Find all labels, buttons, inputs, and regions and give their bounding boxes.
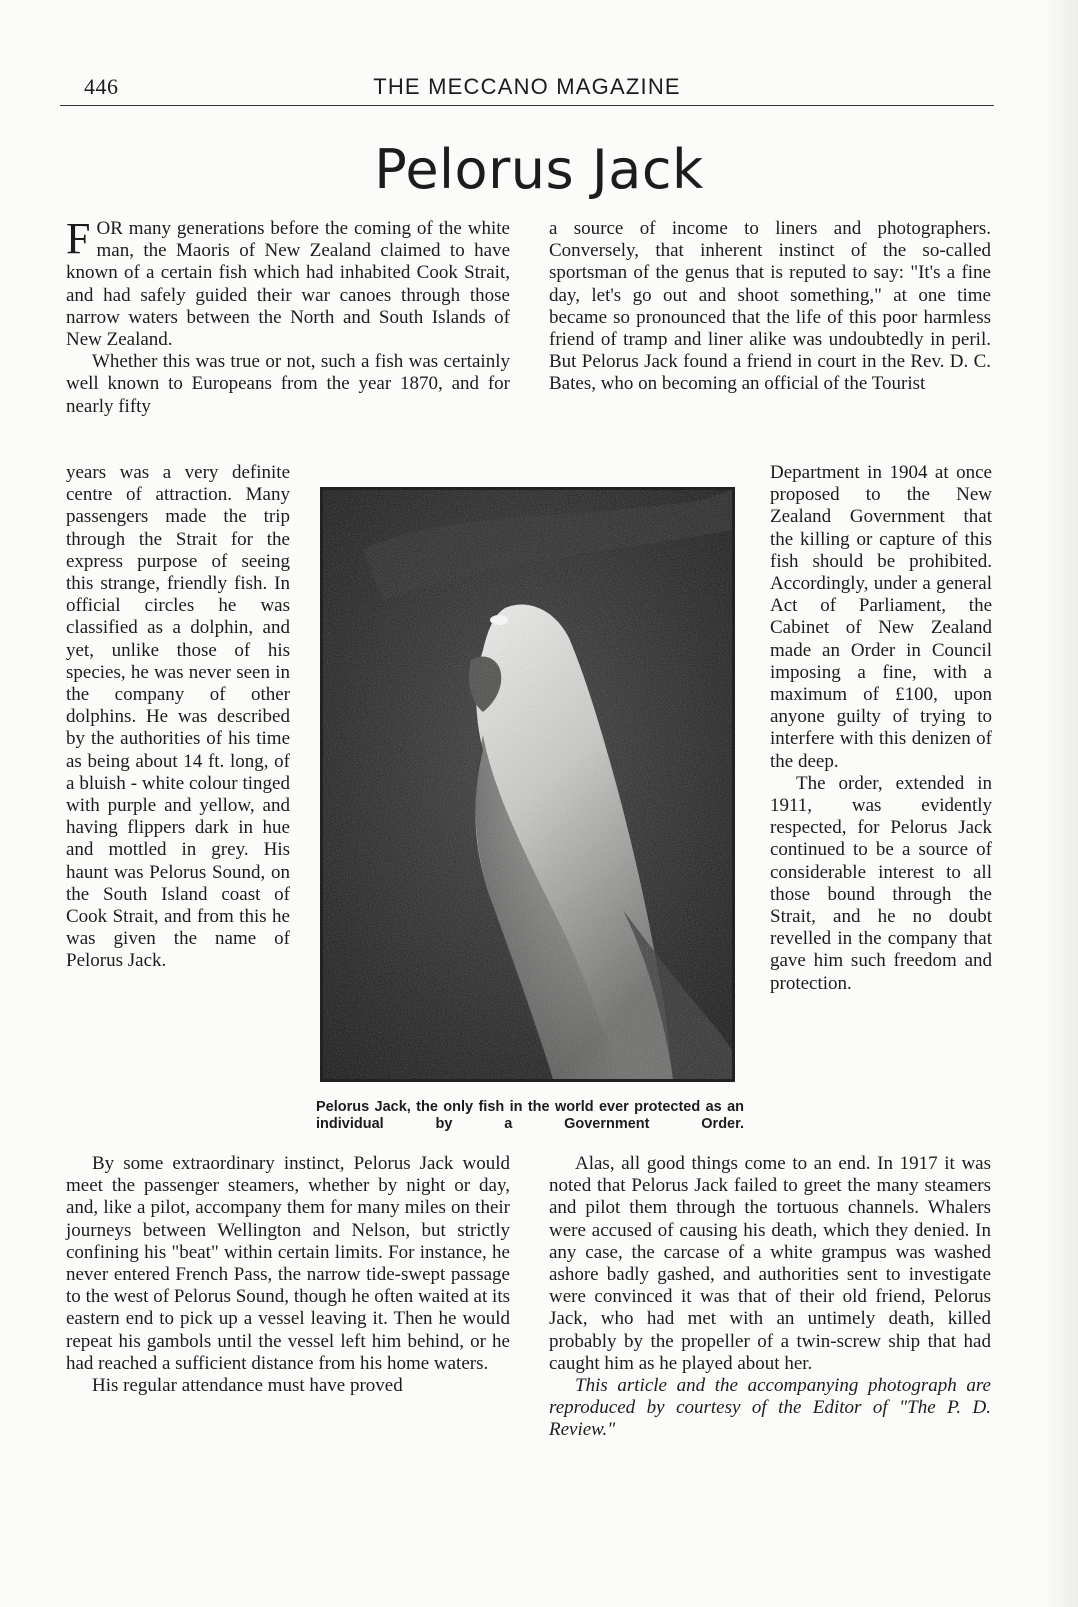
article-title: Pelorus Jack xyxy=(374,138,704,201)
paragraph-2-continued: years was a very definite centre of attraction. Many passengers made the trip through the Strait for the express purpose of seeing this strange, friendly fish. In official circles he was classified as a dolphin, and yet, unlike those of his species, he was never seen in the company of other dolphins. He was described by the authorities of his time as being about 14 ft. long, of a bluish - white colour tinged with purple and yellow, and having flippers dark in hue and mottled in grey. His haunt was Pelorus Sound, on the South Island coast of Cook Strait, and from this he was given the name of Pelorus Jack. xyxy=(66,462,290,972)
page-header xyxy=(60,74,994,106)
pelorus-jack-photo xyxy=(320,487,735,1082)
paragraph-6: The order, extended in 1911, was evidently respected, for Pelorus Jack continued to be a source of considerable interest to all those bound through the Strait, and he no doubt revelled in the company that gave him such freedom and protection. xyxy=(770,772,992,994)
paragraph-2-start: Whether this was true or not, such a fish was certainly well known to Europeans from the year 1870, and for nearly fifty xyxy=(66,351,510,417)
photo-credit: This article and the accompanying photograph are reproduced by courtesy of the Editor of "The P. D. Review." xyxy=(549,1375,991,1441)
paragraph-1 xyxy=(66,214,510,351)
paragraph-7: Alas, all good things come to an end. In 1917 it was noted that Pelorus Jack failed to greet the many steamers and pilot them through the tortuous channels. Whalers were accused of causing his death, which they denied. In any case, the carcase of a white grampus was washed ashore badly gashed, and authorities sent to investigate were convinced it was that of their old friend, Pelorus Jack, who had met with an untimely death, killed probably by the propeller of a twin-screw ship that had caught him as he played about her. xyxy=(549,1153,991,1374)
paragraph-3: By some extraordinary instinct, Pelorus Jack would meet the passenger steamers, whether by night or day, and, like a pilot, accompany them for many miles on their journeys between Wellington and Nelson, but strictly confining his "beat" within certain limits. For instance, he never entered French Pass, the narrow tide-swept passage to the west of Pelorus Sound, though he often waited at its eastern end to pick up a vessel leaving it. Then he would repeat his gambols until the vessel left him behind, or he had reached a sufficient distance from his home waters. xyxy=(66,1153,510,1374)
page-edge-shadow xyxy=(1044,0,1078,1607)
page-number: 446 xyxy=(84,74,119,99)
paragraph-1-text: OR many generations before the coming of the white man, the Maoris of New Zealand claimed to have known of a certain fish which had inhabited Cook Strait, and had safely guided their war canoes through those narrow waters between the North and South Islands of New Zealand. xyxy=(66,218,510,351)
magazine-title: THE MECCANO MAGAZINE xyxy=(373,74,681,99)
right-column-top xyxy=(549,218,991,396)
header-rule xyxy=(60,105,994,106)
left-column-bottom xyxy=(66,1153,510,1397)
left-column-top xyxy=(66,214,510,418)
paragraph-5-continued: Department in 1904 at once proposed to the New Zealand Government that the killing or capture of this fish should be prohibited. Accordingly, under a general Act of Parliament, the Cabinet of New Zealand made an Order in Council imposing a fine, with a maximum of £100, upon anyone guilty of trying to interfere with this denizen of the deep. xyxy=(770,462,992,772)
right-column-narrow xyxy=(770,462,992,995)
photo-caption: Pelorus Jack, the only fish in the world ever protected as an individual by a Government Order. xyxy=(316,1099,744,1132)
right-column-bottom xyxy=(549,1153,991,1442)
left-column-narrow xyxy=(66,462,290,973)
paragraph-4: His regular attendance must have proved xyxy=(92,1375,403,1397)
dolphin-photo-image xyxy=(323,490,732,1079)
paragraph-5: a source of income to liners and photographers. Conversely, that inherent instinct of the so-called sportsman of the genus that is reputed to say: "It's a fine day, let's go out and shoot something," at one time became so pronounced that the life of this poor harmless friend of tramp and liner alike was undoubtedly in peril. But Pelorus Jack found a friend in court in the Rev. D. C. Bates, who on becoming an official of the Tourist xyxy=(549,218,991,395)
drop-cap: F xyxy=(66,214,91,263)
